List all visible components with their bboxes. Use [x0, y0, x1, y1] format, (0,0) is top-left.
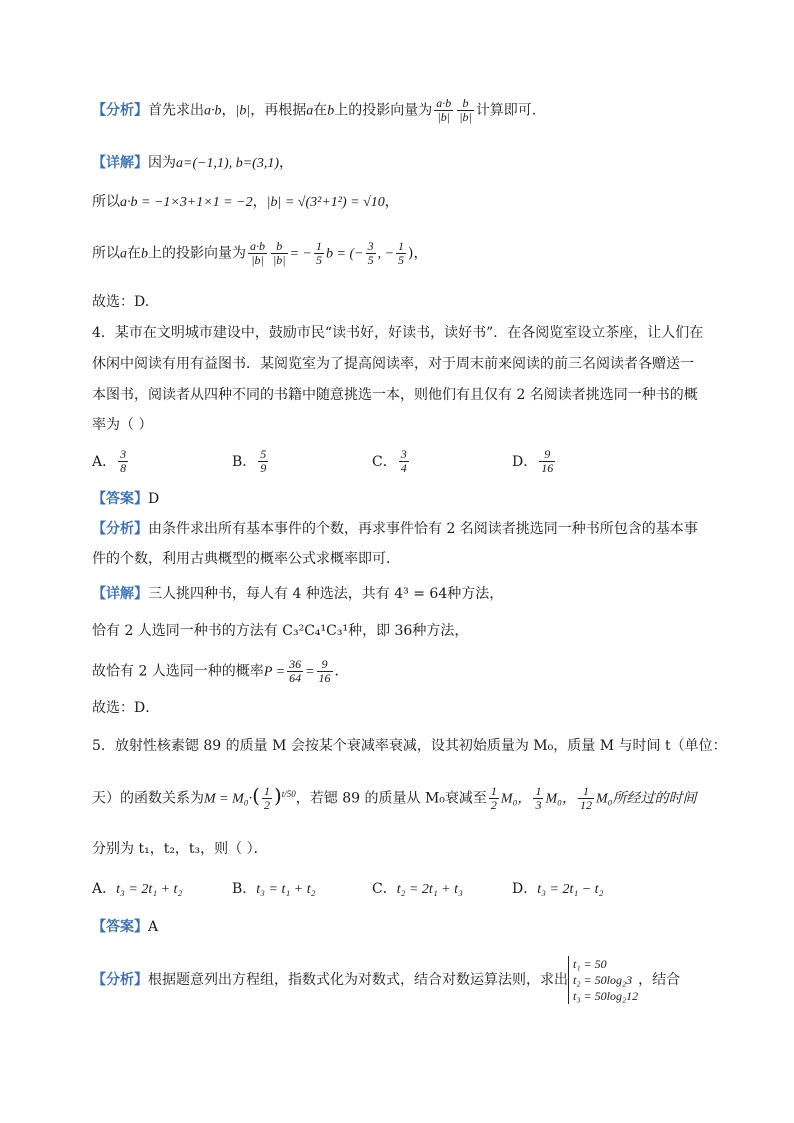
q4-detail-line3: 故恰有 2 人选同一种的概率P = $\frac{36}{64}$ = $\frac{9}{16}$ ．: [92, 657, 349, 685]
q4-detail-line2: 恰有 2 人选同一种书的方法有 C₃²C₄¹C₃¹种，即 36种方法，: [92, 623, 469, 639]
option-c: C． $\frac{3}{4}$: [372, 447, 407, 475]
q3-detail-line: 【详解】因为a=(−1,1), b=(3,1)，: [92, 155, 293, 171]
q4-stem-line4: 率为（ ）: [92, 417, 153, 433]
q3-line4: 所以a在b上的投影向量为 $\frac{a\cdot b}{|b|}$ $\frac{b}{|b|}$ = − $\frac{1}{5}$ b = (− $\frac{3}{5}$ , − $\frac{1}{5}$ )，: [92, 239, 428, 267]
fraction: $\frac{b}{|b|}$: [273, 239, 286, 267]
q5-stem-line2: 天）的函数关系为M = M₀·( $\frac{1}{2}$ )$^{t/50}$，若锶 89 的质量从 M₀衰减至 $\frac{1}{2}$ M₀， $\frac{1}{3}$ M₀， $\frac{1}{12}$ M₀所经过的时间: [92, 783, 697, 813]
q5-stem-line1: 5．放射性核素锶 89 的质量 M 会按某个衰减率衰减，设其初始质量为 M₀，质量 M 与时间 t（单位：: [92, 738, 727, 754]
q4-options: [92, 448, 702, 475]
q4-choice: 故选：D．: [92, 700, 160, 716]
fraction: $\frac{3}{5}$: [367, 239, 374, 267]
q5-options: [92, 878, 702, 898]
fraction: $\frac{9}{16}$: [318, 657, 331, 685]
q4-stem-line1: 4．某市在文明城市建设中，鼓励市民“读书好，好读书，读好书”．在各阅览室设立茶座，让人们在: [92, 325, 704, 341]
option-d: D．t₃ = 2t₁ − t₂: [512, 881, 604, 897]
fraction: $\frac{b}{|b|}$: [459, 96, 472, 124]
q4-answer: 【答案】D: [92, 491, 160, 507]
fraction: $\frac{a\cdot b}{|b|}$: [250, 239, 265, 267]
option-b: B．t₃ = t₁ + t₂: [232, 881, 316, 897]
q4-stem-line2: 休闲中阅读有用有益图书．某阅览室为了提高阅读率，对于周末前来阅读的前三名阅读者各赠送一: [92, 356, 694, 372]
q4-detail-line1: 【详解】三人挑四种书，每人有 4 种选法，共有 4³ = 64种方法，: [92, 586, 504, 602]
fraction: $\frac{1}{12}$: [579, 784, 592, 813]
detail-tag: 【详解】: [92, 155, 148, 171]
fraction: $\frac{36}{64}$: [289, 657, 302, 685]
q3-choice: 故选：D.: [92, 294, 150, 310]
option-a: A．t₃ = 2t₁ + t₂: [92, 881, 183, 897]
q4-stem-line3: 本图书，阅读者从四种不同的书籍中随意挑选一本，则他们有且仅有 2 名阅读者挑选同一种书的概: [92, 387, 698, 403]
fraction: $\frac{a\cdot b}{|b|}$: [436, 96, 452, 124]
option-a: A． $\frac{3}{8}$: [92, 447, 127, 475]
fraction: $\frac{1}{2}$: [263, 784, 270, 813]
q5-stem-line3: 分别为 t₁，t₂，t₃，则（ ）．: [92, 841, 268, 857]
option-b: B． $\frac{5}{9}$: [232, 447, 267, 475]
fraction: $\frac{1}{3}$: [535, 784, 542, 813]
fraction: $\frac{1}{2}$: [490, 784, 497, 813]
q4-analysis-line1: 【分析】由条件求出所有基本事件的个数，再求事件恰有 2 名阅读者挑选同一种书所包含的基本事: [92, 521, 698, 537]
q5-analysis-line: 【分析】根据题意列出方程组，指数式化为对数式，结合对数运算法则，求出 t₁ = 50 t₂ = 50log₂3 t₃ = 50log₂12 ，结合: [92, 957, 681, 1003]
equation-system: t₁ = 50 t₂ = 50log₂3 t₃ = 50log₂12: [568, 956, 638, 1004]
analysis-tag: 【分析】: [92, 102, 148, 119]
q3-line3: 所以a·b = −1×3+1×1 = −2，|b| = √(3²+1²) = √10，: [92, 194, 399, 210]
q4-analysis-line2: 件的个数，利用古典概型的概率公式求概率即可．: [92, 551, 400, 567]
q5-answer: 【答案】A: [92, 919, 159, 935]
option-d: D． $\frac{9}{16}$: [512, 447, 554, 475]
option-c: C．t₂ = 2t₁ + t₃: [372, 881, 463, 897]
fraction: $\frac{1}{5}$: [316, 239, 323, 267]
fraction: $\frac{1}{5}$: [398, 239, 405, 267]
q3-analysis-line: 【分析】首先求出a·b，|b|，再根据a在b上的投影向量为 $\frac{a\cdot b}{|b|}$ $\frac{b}{|b|}$ 计算即可.: [92, 96, 537, 124]
